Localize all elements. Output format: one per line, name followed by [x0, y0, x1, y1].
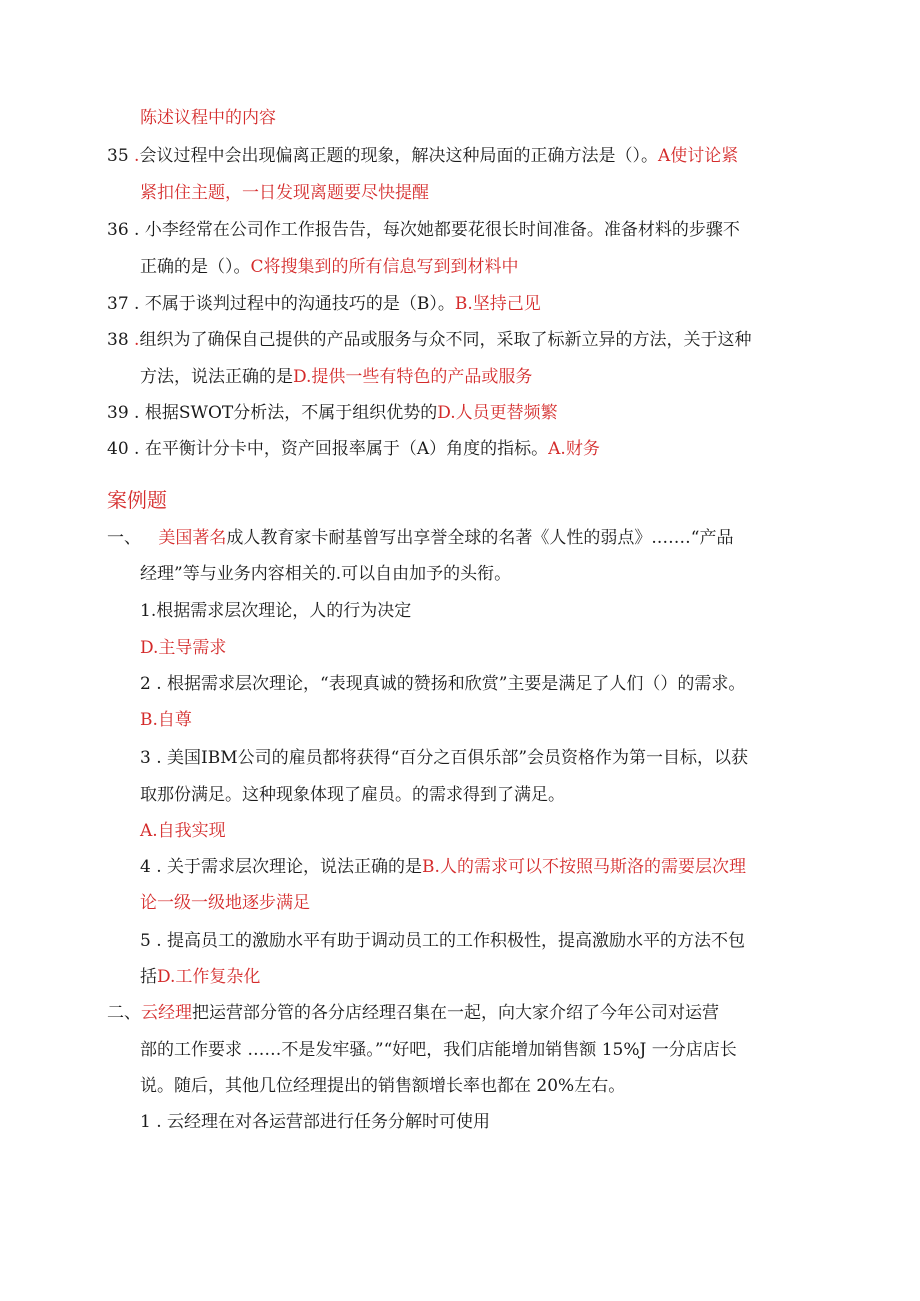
case-marker: 一、 [107, 528, 141, 548]
question-36-cont [140, 256, 519, 278]
question-answer: B.坚持己见 [454, 294, 541, 314]
question-number: 2 [140, 674, 151, 694]
q34-answer-tail: 陈述议程中的内容 [140, 108, 276, 128]
question-text: 会议过程中会出现偏离正题的现象，解决这种局面的正确方法是（）。 [139, 146, 658, 166]
question-number: 38 [107, 330, 129, 350]
case-1-question-2 [140, 673, 745, 695]
case-1-intro [107, 527, 734, 549]
question-text: 组织为了确保自己提供的产品或服务与众不同，采取了标新立异的方法，关于这种 [139, 330, 752, 350]
question-dot: . [134, 146, 140, 166]
question-text: 方法，说法正确的是 [140, 367, 293, 387]
question-dot: . [134, 330, 140, 350]
question-text: . 根据需求层次理论，“表现真诚的赞扬和欣赏”主要是满足了人们（）的需求。 [156, 674, 746, 694]
case-1-question-5 [140, 930, 745, 952]
case-1-question-3 [140, 747, 748, 769]
question-answer: D.工作复杂化 [157, 967, 261, 987]
question-answer: D.提供一些有特色的产品或服务 [293, 367, 533, 387]
case-marker: 二、 [107, 1003, 141, 1023]
question-number: 37 [107, 294, 129, 314]
section-heading-cases: 案例题 [107, 488, 167, 512]
question-text: . 云经理在对各运营部进行任务分解时可使用 [156, 1112, 491, 1132]
case-1-question-1: 1.根据需求层次理论，人的行为决定 [140, 601, 412, 621]
question-38 [107, 329, 751, 351]
question-text: 括 [140, 967, 157, 987]
question-number: 35 [107, 146, 129, 166]
case-1-answer-2: B.自尊 [140, 710, 192, 730]
case-1-intro-cont: 经理”等与业务内容相关的.可以自由加予的头衔。 [140, 564, 512, 584]
question-text: . 根据SWOT分析法，不属于组织优势的 [134, 403, 438, 423]
question-number: 36 [107, 220, 129, 240]
question-number: 3 [140, 748, 151, 768]
question-answer: C将搜集到的所有信息写到到材料中 [250, 257, 519, 277]
case-text: 成人教育家卡耐基曾写出享誉全球的名著《人性的弱点》.……“产品 [226, 528, 734, 548]
question-answer: D.人员更替频繁 [437, 403, 558, 423]
case-1-question-3-cont: 取那份满足。这种现象体现了雇员。的需求得到了满足。 [140, 785, 565, 805]
question-answer: B.人的需求可以不按照马斯洛的需要层次理 [422, 857, 746, 877]
case-1-question-5-cont [140, 966, 260, 988]
question-number: 4 [140, 857, 151, 877]
question-text: . 提高员工的激励水平有助于调动员工的工作积极性，提高激励水平的方法不包 [156, 931, 746, 951]
question-38-cont [140, 366, 532, 388]
question-text: . 在平衡计分卡中，资产回报率属于（A）角度的指标。 [134, 439, 549, 459]
question-number: 40 [107, 439, 129, 459]
case-2-question-1 [140, 1111, 490, 1133]
question-answer: A.财务 [548, 439, 600, 459]
question-answer: A使讨论紧 [657, 146, 739, 166]
question-number: 5 [140, 931, 151, 951]
case-lead-highlight: 美国著名 [158, 528, 227, 548]
question-number: 1 [140, 1112, 151, 1132]
case-2-intro-cont-2: 说。随后，其他几位经理提出的销售额增长率也都在 20%左右。 [140, 1076, 626, 1096]
question-35-answer-cont: 紧扣住主题，一日发现离题要尽快提醒 [140, 183, 429, 203]
case-2-intro-cont: 部的工作要求 ……不是发牢骚。”“好吧，我们店能增加销售额 15%J 一分店店长 [140, 1040, 737, 1060]
question-37 [107, 293, 541, 315]
case-1-question-4 [140, 856, 746, 878]
question-text: . 小李经常在公司作工作报告告，每次她都要花很长时间准备。准备材料的步骤不 [134, 220, 740, 240]
question-text: 正确的是（）。 [140, 257, 251, 277]
question-39 [107, 402, 558, 424]
case-lead-highlight: 云经理 [141, 1003, 192, 1023]
question-text: . 不属于谈判过程中的沟通技巧的是（B）。 [134, 294, 455, 314]
question-text: . 美国IBM公司的雇员都将获得“百分之百俱乐部”会员资格作为第一目标，以获 [156, 748, 749, 768]
question-36 [107, 219, 740, 241]
case-2-intro [107, 1002, 719, 1024]
question-text: . 关于需求层次理论，说法正确的是 [156, 857, 423, 877]
question-35 [107, 145, 738, 167]
case-1-answer-4-cont: 论一级一级地逐步满足 [140, 893, 310, 913]
case-text: 把运营部分管的各分店经理召集在一起，向大家介绍了今年公司对运营 [192, 1003, 719, 1023]
question-number: 39 [107, 403, 129, 423]
question-40 [107, 438, 600, 460]
case-1-answer-3: A.自我实现 [140, 821, 226, 841]
case-1-answer-1: D.主导需求 [140, 638, 227, 658]
